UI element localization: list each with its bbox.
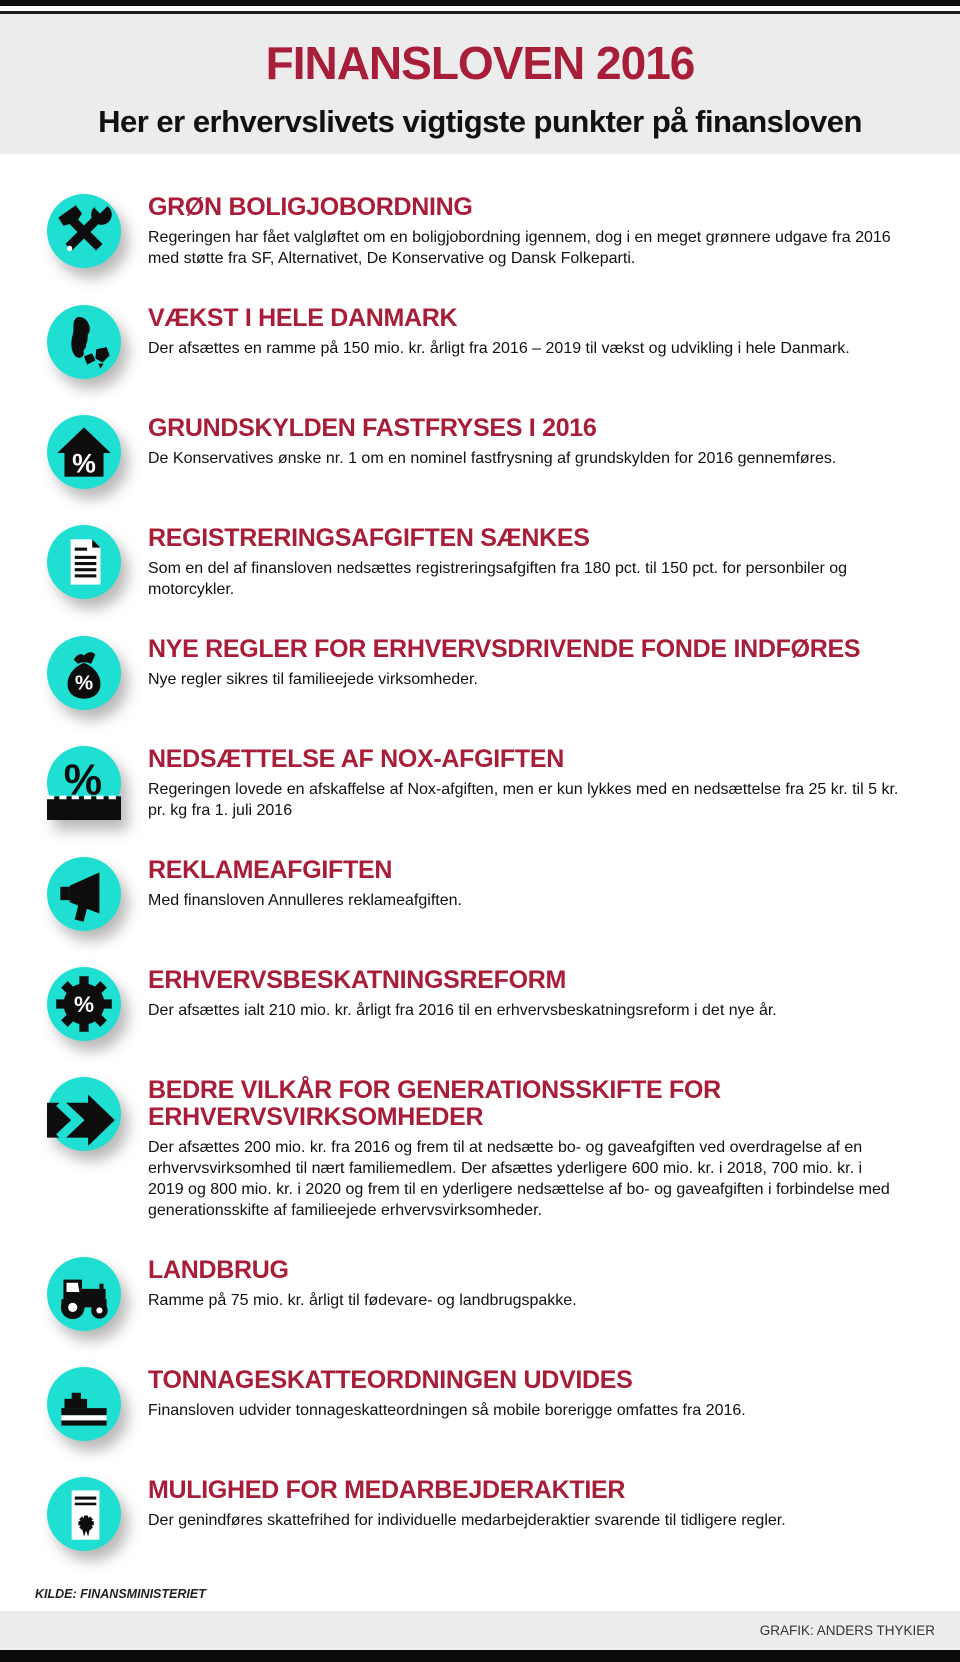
item-body: Ramme på 75 mio. kr. årligt til fødevare- og landbrugspakke. [148,1292,577,1310]
certificate-icon [47,1477,121,1551]
list-item [0,746,960,821]
item-heading: ERHVERVSBESKATNINGSREFORM [148,966,567,995]
item-heading: GRUNDSKYLDEN FASTFRYSES I 2016 [148,414,597,443]
item-icon-column [0,636,148,710]
item-text-column [148,1367,960,1441]
item-icon-column [0,967,148,1041]
item-heading: NYE REGLER FOR ERHVERVSDRIVENDE FONDE INDFØRES [148,635,861,664]
item-text-column [148,305,960,379]
item-heading: NEDSÆTTELSE AF NOX-AFGIFTEN [148,745,564,774]
item-icon-slot [47,967,148,1041]
item-icon-slot [47,415,148,489]
item-body: Der genindføres skattefrihed for individuelle medarbejderaktier svarende til tidligere regler. [148,1512,786,1530]
item-text-column [148,415,960,489]
item-text-column [148,857,960,931]
list-item [0,967,960,1041]
item-icon-slot [47,1367,148,1441]
page-title: FINANSLOVEN 2016 [265,37,695,90]
item-icon-column [0,525,148,600]
item-icon-slot [47,525,148,599]
item-icon-column [0,1077,148,1221]
item-icon-slot [47,1077,148,1151]
item-heading: MULIGHED FOR MEDARBEJDERAKTIER [148,1476,626,1505]
list-item [0,415,960,489]
item-heading: BEDRE VILKÅR FOR GENERATIONSSKIFTE FOR ERHVERVSVIRKSOMHEDER [148,1076,721,1132]
megaphone-icon [47,857,121,931]
item-body: Med finansloven Annulleres reklameafgiften. [148,892,462,910]
header [0,14,960,154]
tools-icon [47,194,121,268]
moneybag-percent-icon [47,636,121,710]
item-text-column [148,746,960,821]
list-item [0,194,960,269]
item-icon-slot [47,857,148,931]
svg-text:%: % [72,448,96,479]
item-heading: REGISTRERINGSAFGIFTEN SÆNKES [148,524,590,553]
item-text-column [148,1477,960,1551]
list-item [0,1077,960,1221]
item-icon-column [0,1477,148,1551]
item-body: Regeringen har fået valgløftet om en boligjobordning igennem, dog i en meget grønnere udgave fra 2016 med støtte fra SF, Alternativet, De Konservative og Dansk Folkeparti. [148,229,891,268]
item-icon-column [0,415,148,489]
page-subtitle: Her er erhvervslivets vigtigste punkter på finansloven [98,104,862,140]
percent-road-icon [47,746,121,820]
item-body: Finansloven udvider tonnageskatteordningen så mobile borerigge omfattes fra 2016. [148,1402,746,1420]
list-item [0,305,960,379]
item-icon-slot [47,1257,148,1331]
item-icon-column [0,746,148,821]
item-text-column [148,967,960,1041]
svg-text:%: % [63,756,103,805]
bottom-frame-bar [0,1650,960,1662]
item-body: Der afsættes 200 mio. kr. fra 2016 og frem til at nedsætte bo- og gaveafgiften ved overdragelse af en erhvervsvirksomhed til nært familiemedlem. Der afsættes yderligere 600 mio. kr. i 2018, 700 mio. kr. i 2019 og 800 mio. kr. i 2020 og frem til en yderligere nedsættelse af bo- og gaveafgiften i forbindelse med generationsskifte af familieejede erhvervsvirksomheder. [148,1139,890,1220]
item-heading: VÆKST I HELE DANMARK [148,304,458,333]
oil-rig-icon [47,1367,121,1441]
item-body: Nye regler sikres til familieejede virksomheder. [148,671,478,689]
house-percent-icon [47,415,121,489]
list-item [0,857,960,931]
item-icon-slot [47,194,148,268]
list-item [0,1477,960,1551]
item-icon-column [0,1367,148,1441]
credit-text: GRAFIK: ANDERS THYKIER [759,1623,935,1639]
item-heading: GRØN BOLIGJOBORDNING [148,193,473,222]
item-icon-slot [47,636,148,710]
list-item [0,1367,960,1441]
item-heading: LANDBRUG [148,1256,289,1285]
item-body: Regeringen lovede en afskaffelse af Nox-afgiften, men er kun lykkes med en nedsættelse fra 25 kr. til 5 kr. pr. kg fra 1. juli 2016 [148,781,899,820]
item-body: De Konservatives ønske nr. 1 om en nominel fastfrysning af grundskylden for 2016 gennemføres. [148,450,837,468]
item-text-column [148,636,960,710]
item-text-column [148,525,960,600]
item-icon-slot [47,746,148,820]
content [0,154,960,1611]
item-text-column [148,1257,960,1331]
list-item [0,525,960,600]
item-heading: REKLAMEAFGIFTEN [148,856,393,885]
list-item [0,636,960,710]
item-text-column [148,194,960,269]
tractor-icon [47,1257,121,1331]
credit-bar [0,1611,960,1649]
item-heading: TONNAGESKATTEORDNINGEN UDVIDES [148,1366,633,1395]
svg-text:%: % [74,671,94,695]
source-note: KILDE: FINANSMINISTERIET [35,1587,206,1602]
denmark-map-icon [47,305,121,379]
item-list [0,154,960,1587]
item-icon-column [0,194,148,269]
document-icon [47,525,121,599]
item-body: Som en del af finansloven nedsættes registreringsafgiften fra 180 pct. til 150 pct. for personbiler og motorcykler. [148,560,848,599]
item-icon-slot [47,305,148,379]
svg-text:%: % [73,992,95,1018]
list-item [0,1257,960,1331]
item-icon-column [0,857,148,931]
gear-percent-icon [47,967,121,1041]
item-icon-slot [47,1477,148,1551]
item-body: Der afsættes en ramme på 150 mio. kr. årligt fra 2016 – 2019 til vækst og udvikling i hele Danmark. [148,340,850,358]
arrow-right-icon [47,1077,121,1151]
item-text-column [148,1077,960,1221]
item-icon-column [0,1257,148,1331]
item-icon-column [0,305,148,379]
item-body: Der afsættes ialt 210 mio. kr. årligt fra 2016 til en erhvervsbeskatningsreform i det nye år. [148,1002,777,1020]
